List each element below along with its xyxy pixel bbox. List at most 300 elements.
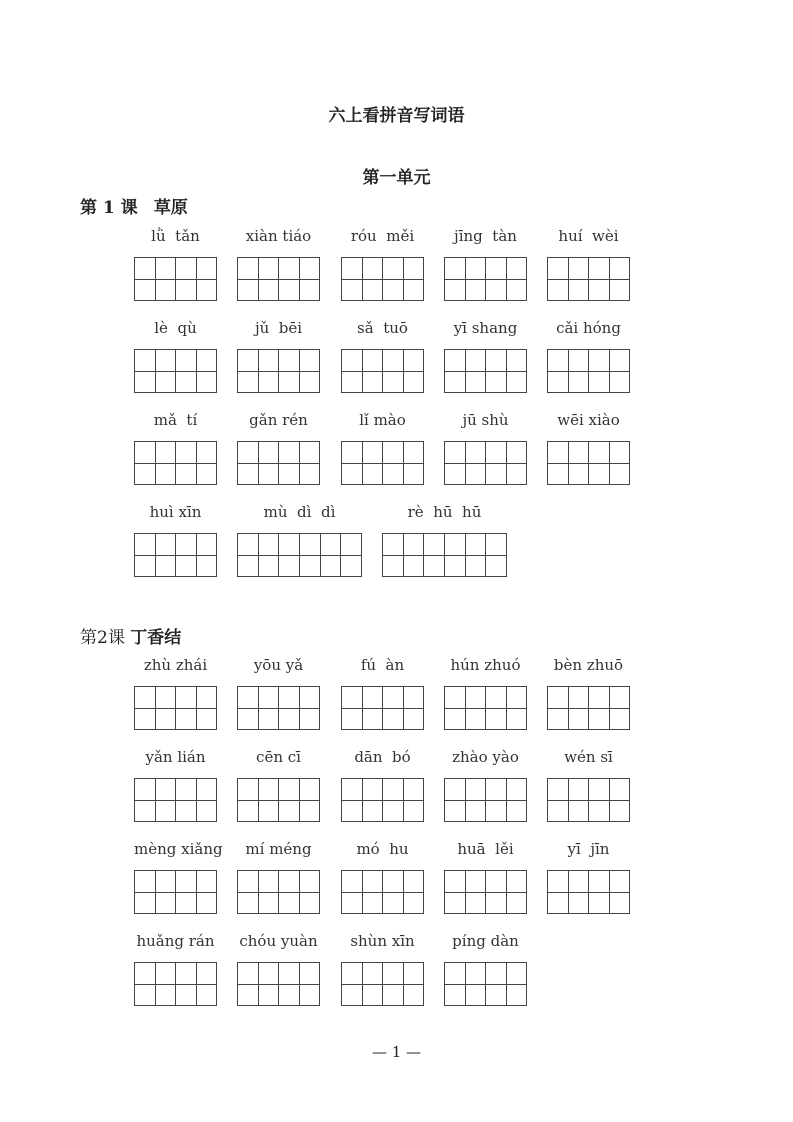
writing-cell[interactable]	[342, 464, 362, 485]
writing-grid[interactable]	[341, 870, 424, 914]
writing-cell[interactable]	[548, 709, 568, 730]
writing-grid[interactable]	[237, 441, 320, 485]
writing-cell[interactable]	[403, 534, 424, 555]
writing-cell[interactable]	[382, 985, 403, 1006]
writing-cell[interactable]	[135, 893, 155, 914]
writing-cell[interactable]	[382, 709, 403, 730]
writing-cell[interactable]	[568, 871, 589, 892]
writing-cell[interactable]	[506, 280, 527, 301]
writing-grid[interactable]	[237, 870, 320, 914]
writing-cell[interactable]	[278, 534, 299, 555]
writing-cell[interactable]	[403, 779, 424, 800]
writing-grid[interactable]	[237, 962, 320, 1006]
writing-cell[interactable]	[383, 556, 403, 577]
writing-cell[interactable]	[135, 963, 155, 984]
writing-cell[interactable]	[382, 801, 403, 822]
writing-cell[interactable]	[548, 687, 568, 708]
writing-cell[interactable]	[403, 442, 424, 463]
writing-grid[interactable]	[341, 686, 424, 730]
writing-cell[interactable]	[196, 779, 217, 800]
writing-cell[interactable]	[445, 258, 465, 279]
writing-cell[interactable]	[278, 350, 299, 371]
writing-cell[interactable]	[548, 464, 568, 485]
writing-grid[interactable]	[134, 349, 217, 393]
writing-cell[interactable]	[444, 556, 465, 577]
writing-cell[interactable]	[258, 534, 279, 555]
writing-cell[interactable]	[175, 801, 196, 822]
writing-cell[interactable]	[196, 709, 217, 730]
writing-cell[interactable]	[342, 372, 362, 393]
writing-cell[interactable]	[196, 963, 217, 984]
writing-cell[interactable]	[278, 893, 299, 914]
writing-cell[interactable]	[548, 372, 568, 393]
writing-cell[interactable]	[609, 258, 630, 279]
writing-cell[interactable]	[609, 893, 630, 914]
writing-cell[interactable]	[278, 442, 299, 463]
writing-grid[interactable]	[547, 349, 630, 393]
writing-grid[interactable]	[134, 870, 217, 914]
writing-cell[interactable]	[238, 709, 258, 730]
writing-cell[interactable]	[342, 709, 362, 730]
writing-cell[interactable]	[196, 372, 217, 393]
writing-cell[interactable]	[403, 801, 424, 822]
writing-grid[interactable]	[134, 533, 217, 577]
writing-cell[interactable]	[278, 871, 299, 892]
writing-cell[interactable]	[465, 442, 486, 463]
writing-grid[interactable]	[444, 870, 527, 914]
writing-cell[interactable]	[155, 280, 176, 301]
writing-cell[interactable]	[445, 985, 465, 1006]
writing-cell[interactable]	[135, 871, 155, 892]
writing-cell[interactable]	[445, 350, 465, 371]
writing-cell[interactable]	[588, 687, 609, 708]
writing-cell[interactable]	[238, 779, 258, 800]
writing-cell[interactable]	[403, 464, 424, 485]
writing-cell[interactable]	[362, 893, 383, 914]
writing-cell[interactable]	[175, 871, 196, 892]
writing-cell[interactable]	[175, 534, 196, 555]
writing-cell[interactable]	[135, 258, 155, 279]
writing-cell[interactable]	[258, 871, 279, 892]
writing-cell[interactable]	[465, 687, 486, 708]
writing-cell[interactable]	[506, 985, 527, 1006]
writing-cell[interactable]	[340, 534, 361, 555]
writing-cell[interactable]	[568, 442, 589, 463]
writing-cell[interactable]	[445, 801, 465, 822]
writing-cell[interactable]	[278, 687, 299, 708]
writing-cell[interactable]	[506, 963, 527, 984]
writing-cell[interactable]	[382, 350, 403, 371]
writing-cell[interactable]	[278, 709, 299, 730]
writing-cell[interactable]	[588, 871, 609, 892]
writing-cell[interactable]	[465, 350, 486, 371]
writing-cell[interactable]	[568, 709, 589, 730]
writing-cell[interactable]	[506, 779, 527, 800]
writing-cell[interactable]	[175, 350, 196, 371]
writing-cell[interactable]	[238, 464, 258, 485]
writing-cell[interactable]	[278, 779, 299, 800]
writing-cell[interactable]	[506, 464, 527, 485]
writing-cell[interactable]	[588, 893, 609, 914]
writing-cell[interactable]	[299, 779, 320, 800]
writing-cell[interactable]	[382, 963, 403, 984]
writing-cell[interactable]	[299, 985, 320, 1006]
writing-cell[interactable]	[196, 350, 217, 371]
writing-cell[interactable]	[299, 372, 320, 393]
writing-cell[interactable]	[506, 687, 527, 708]
writing-cell[interactable]	[568, 258, 589, 279]
writing-cell[interactable]	[278, 258, 299, 279]
writing-cell[interactable]	[465, 709, 486, 730]
writing-cell[interactable]	[403, 687, 424, 708]
writing-cell[interactable]	[196, 258, 217, 279]
writing-cell[interactable]	[342, 280, 362, 301]
writing-cell[interactable]	[196, 556, 217, 577]
writing-cell[interactable]	[485, 893, 506, 914]
writing-cell[interactable]	[403, 350, 424, 371]
writing-cell[interactable]	[175, 779, 196, 800]
writing-cell[interactable]	[445, 893, 465, 914]
writing-cell[interactable]	[609, 350, 630, 371]
writing-cell[interactable]	[155, 464, 176, 485]
writing-cell[interactable]	[382, 280, 403, 301]
writing-cell[interactable]	[175, 687, 196, 708]
writing-cell[interactable]	[548, 893, 568, 914]
writing-cell[interactable]	[609, 709, 630, 730]
writing-cell[interactable]	[299, 258, 320, 279]
writing-cell[interactable]	[155, 534, 176, 555]
writing-cell[interactable]	[568, 372, 589, 393]
writing-cell[interactable]	[196, 871, 217, 892]
writing-cell[interactable]	[238, 372, 258, 393]
writing-cell[interactable]	[299, 963, 320, 984]
writing-cell[interactable]	[465, 985, 486, 1006]
writing-cell[interactable]	[278, 556, 299, 577]
writing-cell[interactable]	[196, 687, 217, 708]
writing-grid[interactable]	[237, 349, 320, 393]
writing-cell[interactable]	[362, 687, 383, 708]
writing-cell[interactable]	[382, 372, 403, 393]
writing-cell[interactable]	[588, 464, 609, 485]
writing-cell[interactable]	[403, 985, 424, 1006]
writing-cell[interactable]	[609, 280, 630, 301]
writing-cell[interactable]	[465, 464, 486, 485]
writing-cell[interactable]	[258, 963, 279, 984]
writing-cell[interactable]	[465, 893, 486, 914]
writing-cell[interactable]	[609, 464, 630, 485]
writing-cell[interactable]	[362, 801, 383, 822]
writing-cell[interactable]	[258, 779, 279, 800]
writing-cell[interactable]	[485, 280, 506, 301]
writing-cell[interactable]	[299, 280, 320, 301]
writing-cell[interactable]	[609, 687, 630, 708]
writing-cell[interactable]	[196, 985, 217, 1006]
writing-grid[interactable]	[237, 778, 320, 822]
writing-cell[interactable]	[278, 280, 299, 301]
writing-cell[interactable]	[278, 464, 299, 485]
writing-cell[interactable]	[135, 709, 155, 730]
writing-grid[interactable]	[341, 778, 424, 822]
writing-grid[interactable]	[237, 257, 320, 301]
writing-cell[interactable]	[485, 372, 506, 393]
writing-cell[interactable]	[568, 893, 589, 914]
writing-cell[interactable]	[238, 985, 258, 1006]
writing-cell[interactable]	[445, 871, 465, 892]
writing-cell[interactable]	[299, 687, 320, 708]
writing-cell[interactable]	[445, 372, 465, 393]
writing-cell[interactable]	[238, 871, 258, 892]
writing-cell[interactable]	[258, 464, 279, 485]
writing-cell[interactable]	[155, 709, 176, 730]
writing-cell[interactable]	[362, 258, 383, 279]
writing-cell[interactable]	[485, 350, 506, 371]
writing-cell[interactable]	[506, 801, 527, 822]
writing-cell[interactable]	[175, 709, 196, 730]
writing-cell[interactable]	[238, 963, 258, 984]
writing-cell[interactable]	[175, 556, 196, 577]
writing-cell[interactable]	[609, 779, 630, 800]
writing-grid[interactable]	[444, 257, 527, 301]
writing-cell[interactable]	[588, 442, 609, 463]
writing-cell[interactable]	[609, 372, 630, 393]
writing-grid[interactable]	[382, 533, 507, 577]
writing-cell[interactable]	[155, 801, 176, 822]
writing-cell[interactable]	[403, 963, 424, 984]
writing-cell[interactable]	[278, 801, 299, 822]
writing-cell[interactable]	[609, 801, 630, 822]
writing-cell[interactable]	[175, 258, 196, 279]
writing-cell[interactable]	[342, 442, 362, 463]
writing-cell[interactable]	[299, 350, 320, 371]
writing-cell[interactable]	[548, 350, 568, 371]
writing-cell[interactable]	[278, 985, 299, 1006]
writing-cell[interactable]	[485, 687, 506, 708]
writing-cell[interactable]	[342, 350, 362, 371]
writing-cell[interactable]	[362, 779, 383, 800]
writing-grid[interactable]	[547, 441, 630, 485]
writing-cell[interactable]	[258, 442, 279, 463]
writing-grid[interactable]	[341, 257, 424, 301]
writing-cell[interactable]	[403, 556, 424, 577]
writing-cell[interactable]	[362, 350, 383, 371]
writing-cell[interactable]	[588, 350, 609, 371]
writing-cell[interactable]	[362, 372, 383, 393]
writing-cell[interactable]	[238, 258, 258, 279]
writing-cell[interactable]	[382, 442, 403, 463]
writing-cell[interactable]	[548, 442, 568, 463]
writing-cell[interactable]	[258, 893, 279, 914]
writing-cell[interactable]	[465, 779, 486, 800]
writing-cell[interactable]	[485, 534, 506, 555]
writing-cell[interactable]	[609, 442, 630, 463]
writing-cell[interactable]	[342, 801, 362, 822]
writing-cell[interactable]	[135, 464, 155, 485]
writing-cell[interactable]	[135, 556, 155, 577]
writing-grid[interactable]	[547, 257, 630, 301]
writing-cell[interactable]	[155, 893, 176, 914]
writing-cell[interactable]	[258, 985, 279, 1006]
writing-cell[interactable]	[548, 280, 568, 301]
writing-cell[interactable]	[342, 893, 362, 914]
writing-cell[interactable]	[465, 280, 486, 301]
writing-cell[interactable]	[485, 779, 506, 800]
writing-cell[interactable]	[382, 893, 403, 914]
writing-cell[interactable]	[382, 779, 403, 800]
writing-cell[interactable]	[238, 280, 258, 301]
writing-grid[interactable]	[444, 441, 527, 485]
writing-cell[interactable]	[238, 893, 258, 914]
writing-cell[interactable]	[155, 556, 176, 577]
writing-grid[interactable]	[134, 778, 217, 822]
writing-cell[interactable]	[238, 801, 258, 822]
writing-cell[interactable]	[568, 779, 589, 800]
writing-cell[interactable]	[299, 893, 320, 914]
writing-cell[interactable]	[403, 280, 424, 301]
writing-cell[interactable]	[548, 801, 568, 822]
writing-cell[interactable]	[445, 963, 465, 984]
writing-cell[interactable]	[445, 687, 465, 708]
writing-cell[interactable]	[175, 893, 196, 914]
writing-cell[interactable]	[340, 556, 361, 577]
writing-cell[interactable]	[135, 280, 155, 301]
writing-cell[interactable]	[383, 534, 403, 555]
writing-cell[interactable]	[299, 464, 320, 485]
writing-cell[interactable]	[362, 871, 383, 892]
writing-cell[interactable]	[382, 687, 403, 708]
writing-cell[interactable]	[155, 442, 176, 463]
writing-cell[interactable]	[238, 442, 258, 463]
writing-grid[interactable]	[444, 686, 527, 730]
writing-cell[interactable]	[155, 687, 176, 708]
writing-cell[interactable]	[485, 556, 506, 577]
writing-cell[interactable]	[588, 258, 609, 279]
writing-cell[interactable]	[258, 350, 279, 371]
writing-cell[interactable]	[548, 871, 568, 892]
writing-cell[interactable]	[362, 442, 383, 463]
writing-cell[interactable]	[278, 372, 299, 393]
writing-cell[interactable]	[485, 801, 506, 822]
writing-cell[interactable]	[299, 556, 320, 577]
writing-grid[interactable]	[444, 778, 527, 822]
writing-grid[interactable]	[547, 686, 630, 730]
writing-cell[interactable]	[588, 372, 609, 393]
writing-cell[interactable]	[382, 258, 403, 279]
writing-cell[interactable]	[445, 464, 465, 485]
writing-cell[interactable]	[175, 280, 196, 301]
writing-cell[interactable]	[155, 963, 176, 984]
writing-cell[interactable]	[320, 534, 341, 555]
writing-cell[interactable]	[175, 985, 196, 1006]
writing-cell[interactable]	[588, 779, 609, 800]
writing-cell[interactable]	[568, 687, 589, 708]
writing-cell[interactable]	[485, 258, 506, 279]
writing-cell[interactable]	[135, 985, 155, 1006]
writing-cell[interactable]	[342, 871, 362, 892]
writing-cell[interactable]	[362, 464, 383, 485]
writing-cell[interactable]	[382, 871, 403, 892]
writing-cell[interactable]	[506, 258, 527, 279]
writing-cell[interactable]	[568, 280, 589, 301]
writing-cell[interactable]	[278, 963, 299, 984]
writing-cell[interactable]	[258, 709, 279, 730]
writing-cell[interactable]	[135, 350, 155, 371]
writing-cell[interactable]	[465, 556, 486, 577]
writing-cell[interactable]	[485, 442, 506, 463]
writing-cell[interactable]	[506, 871, 527, 892]
writing-cell[interactable]	[258, 687, 279, 708]
writing-cell[interactable]	[135, 779, 155, 800]
writing-cell[interactable]	[238, 556, 258, 577]
writing-cell[interactable]	[568, 464, 589, 485]
writing-cell[interactable]	[175, 372, 196, 393]
writing-grid[interactable]	[341, 349, 424, 393]
writing-cell[interactable]	[196, 893, 217, 914]
writing-cell[interactable]	[485, 985, 506, 1006]
writing-cell[interactable]	[238, 350, 258, 371]
writing-grid[interactable]	[134, 962, 217, 1006]
writing-cell[interactable]	[135, 687, 155, 708]
writing-cell[interactable]	[506, 893, 527, 914]
writing-cell[interactable]	[485, 963, 506, 984]
writing-cell[interactable]	[403, 372, 424, 393]
writing-cell[interactable]	[445, 779, 465, 800]
writing-cell[interactable]	[444, 534, 465, 555]
writing-cell[interactable]	[445, 442, 465, 463]
writing-grid[interactable]	[547, 778, 630, 822]
writing-cell[interactable]	[342, 687, 362, 708]
writing-cell[interactable]	[299, 442, 320, 463]
writing-cell[interactable]	[445, 280, 465, 301]
writing-cell[interactable]	[485, 709, 506, 730]
writing-grid[interactable]	[444, 962, 527, 1006]
writing-cell[interactable]	[175, 464, 196, 485]
writing-cell[interactable]	[342, 985, 362, 1006]
writing-cell[interactable]	[196, 801, 217, 822]
writing-cell[interactable]	[423, 534, 444, 555]
writing-cell[interactable]	[342, 779, 362, 800]
writing-cell[interactable]	[155, 350, 176, 371]
writing-grid[interactable]	[341, 441, 424, 485]
writing-cell[interactable]	[568, 801, 589, 822]
writing-cell[interactable]	[299, 801, 320, 822]
writing-cell[interactable]	[175, 442, 196, 463]
writing-grid[interactable]	[444, 349, 527, 393]
writing-cell[interactable]	[155, 258, 176, 279]
writing-cell[interactable]	[135, 442, 155, 463]
writing-cell[interactable]	[445, 709, 465, 730]
writing-cell[interactable]	[465, 871, 486, 892]
writing-grid[interactable]	[134, 686, 217, 730]
writing-grid[interactable]	[341, 962, 424, 1006]
writing-grid[interactable]	[237, 533, 362, 577]
writing-cell[interactable]	[465, 963, 486, 984]
writing-grid[interactable]	[134, 441, 217, 485]
writing-cell[interactable]	[155, 871, 176, 892]
writing-cell[interactable]	[258, 801, 279, 822]
writing-cell[interactable]	[196, 280, 217, 301]
writing-cell[interactable]	[258, 556, 279, 577]
writing-cell[interactable]	[382, 464, 403, 485]
writing-cell[interactable]	[258, 280, 279, 301]
writing-cell[interactable]	[135, 801, 155, 822]
writing-cell[interactable]	[362, 963, 383, 984]
writing-cell[interactable]	[135, 534, 155, 555]
writing-cell[interactable]	[155, 985, 176, 1006]
writing-cell[interactable]	[403, 893, 424, 914]
writing-cell[interactable]	[362, 280, 383, 301]
writing-cell[interactable]	[588, 801, 609, 822]
writing-cell[interactable]	[506, 372, 527, 393]
